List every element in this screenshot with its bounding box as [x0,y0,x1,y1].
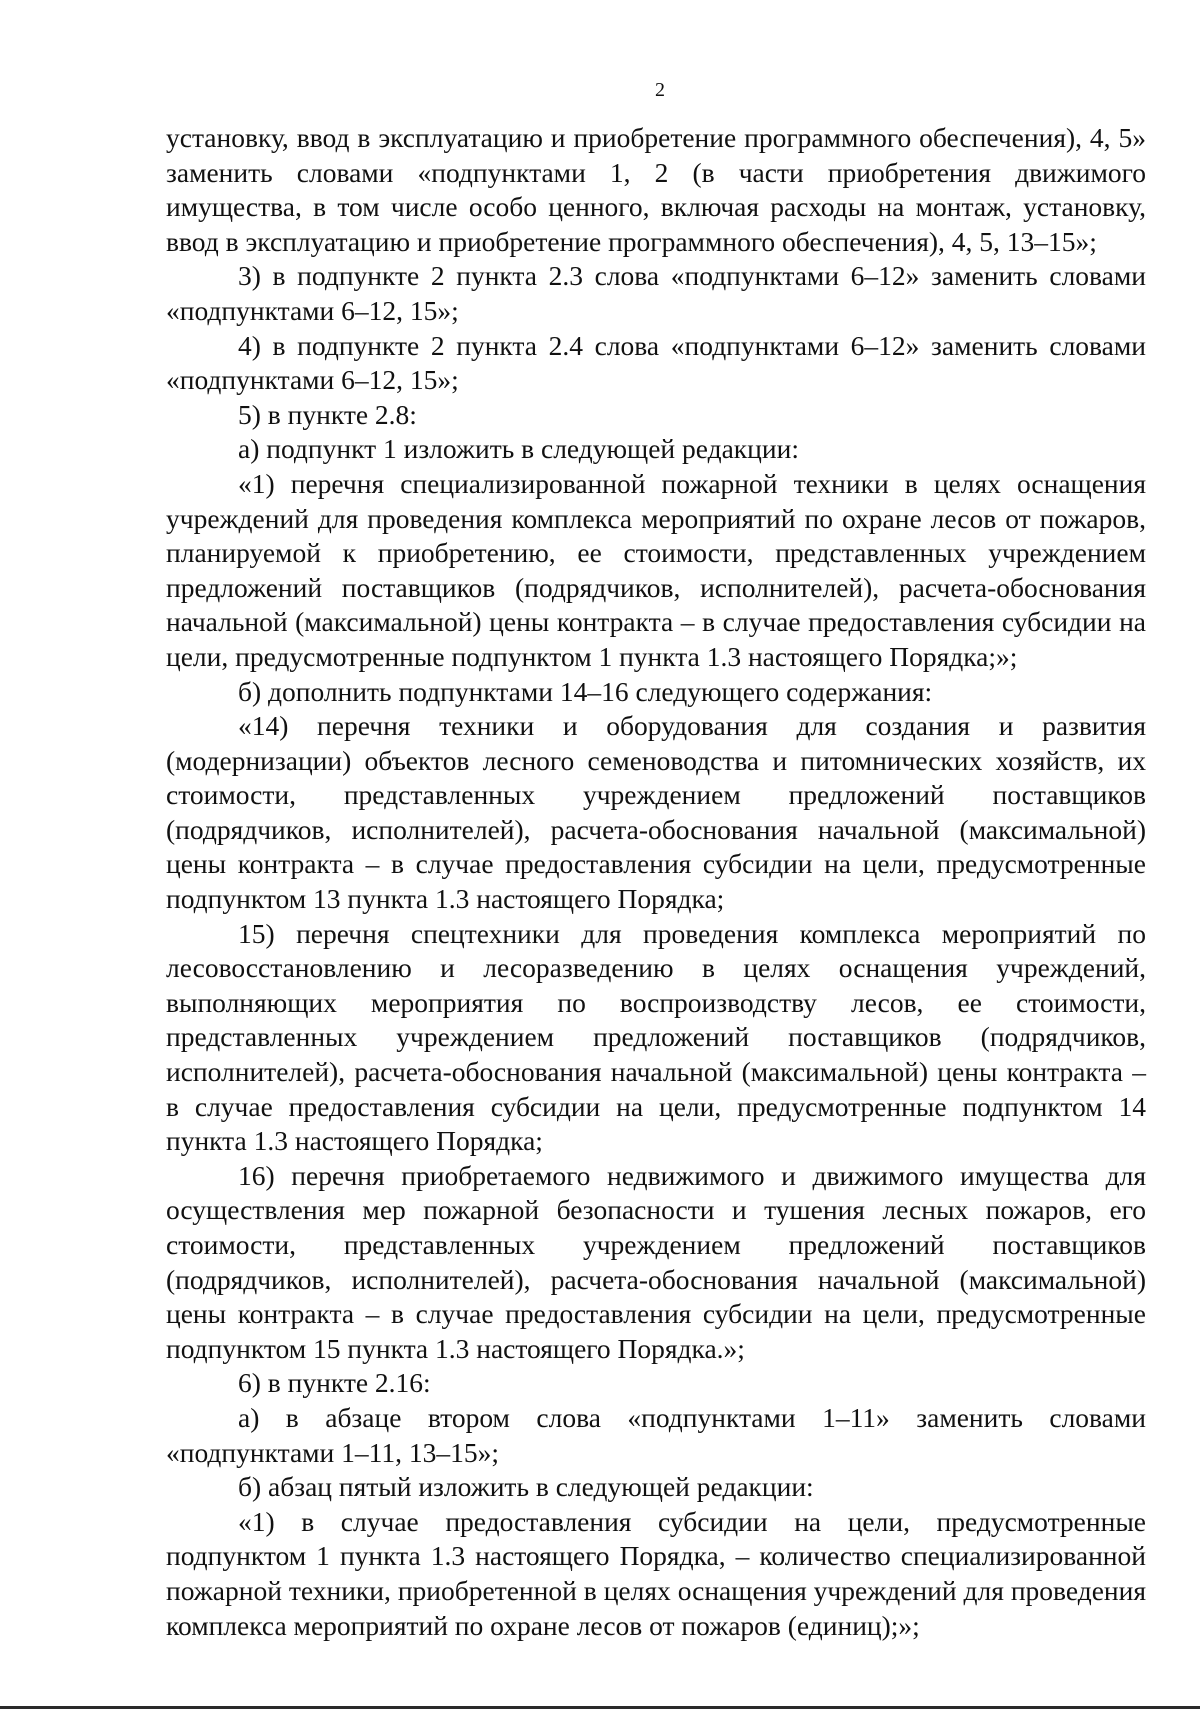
paragraph-quote-1: «1) перечня специализированной пожарной техники в целях оснащения учреждений для проведения комплекса мероприятий по охране лесов от пожаров, планируемой к приобретению, ее стоимости, представленных учреждением предложений поставщиков (подрядчиков, исполнителей), расчета-обоснования начальной (максимальной) цены контракта – в случае предоставления субсидии на цели, предусмотренные подпунктом 1 пункта 1.3 настоящего Порядка;»; [166,467,1146,672]
paragraph-quote-15: 15) перечня спецтехники для проведения комплекса мероприятий по лесовосстановлению и лесоразведению в целях оснащения учреждений, выполняющих мероприятия по воспроизводству лесов, ее стоимости, представленных учреждением предложений поставщиков (подрядчиков, исполнителей), расчета-обоснования начальной (максимальной) цены контракта – в случае предоставления субсидии на цели, предусмотренные подпунктом 14 пункта 1.3 настоящего Порядка; [166,917,1146,1157]
document-body [166,121,1146,1643]
paragraph-quote-14: «14) перечня техники и оборудования для создания и развития (модернизации) объектов лесного семеноводства и питомнических хозяйств, их стоимости, представленных учреждением предложений поставщиков (подрядчиков, исполнителей), расчета-обоснования начальной (максимальной) цены контракта – в случае предоставления субсидии на цели, предусмотренные подпунктом 13 пункта 1.3 настоящего Порядка; [166,710,1146,915]
paragraph-quote-1-result: «1) в случае предоставления субсидии на цели, предусмотренные подпунктом 1 пункта 1.3 настоящего Порядка, – количество специализированной пожарной техники, приобретенной в целях оснащения учреждений для проведения комплекса мероприятий по охране лесов от пожаров (единиц);»; [166,1505,1146,1641]
paragraph-item-4: 4) в подпункте 2 пункта 2.4 слова «подпунктами 6–12» заменить словами «подпунктами 6–12, 15»; [166,329,1146,396]
paragraph-item-3: 3) в подпункте 2 пункта 2.3 слова «подпунктами 6–12» заменить словами «подпунктами 6–12, 15»; [166,260,1146,326]
page-number: 2 [655,79,665,101]
paragraph-item-6a: а) в абзаце втором слова «подпунктами 1–11» заменить словами «подпунктами 1–11, 13–15»; [166,1401,1146,1468]
paragraph-item-6: 6) в пункте 2.16: [238,1367,431,1399]
paragraph-item-6b: б) абзац пятый изложить в следующей редакции: [238,1471,814,1503]
paragraph-item-5a: а) подпункт 1 изложить в следующей редакции: [238,433,799,465]
paragraph-quote-16: 16) перечня приобретаемого недвижимого и движимого имущества для осуществления мер пожарной безопасности и тушения лесных пожаров, его стоимости, представленных учреждением предложений поставщиков (подрядчиков, исполнителей), расчета-обоснования начальной (максимальной) цены контракта – в случае предоставления субсидии на цели, предусмотренные подпунктом 15 пункта 1.3 настоящего Порядка.»; [166,1159,1146,1364]
paragraph-continuation: установку, ввод в эксплуатацию и приобретение программного обеспечения), 4, 5» заменить словами «подпунктами 1, 2 (в части приобретения движимого имущества, в том числе особо ценного, включая расходы на монтаж, установку, ввод в эксплуатацию и приобретение программного обеспечения), 4, 5, 13–15»; [166,122,1146,257]
paragraph-item-5: 5) в пункте 2.8: [238,398,417,430]
paragraph-item-5b: б) дополнить подпунктами 14–16 следующего содержания: [238,675,933,707]
